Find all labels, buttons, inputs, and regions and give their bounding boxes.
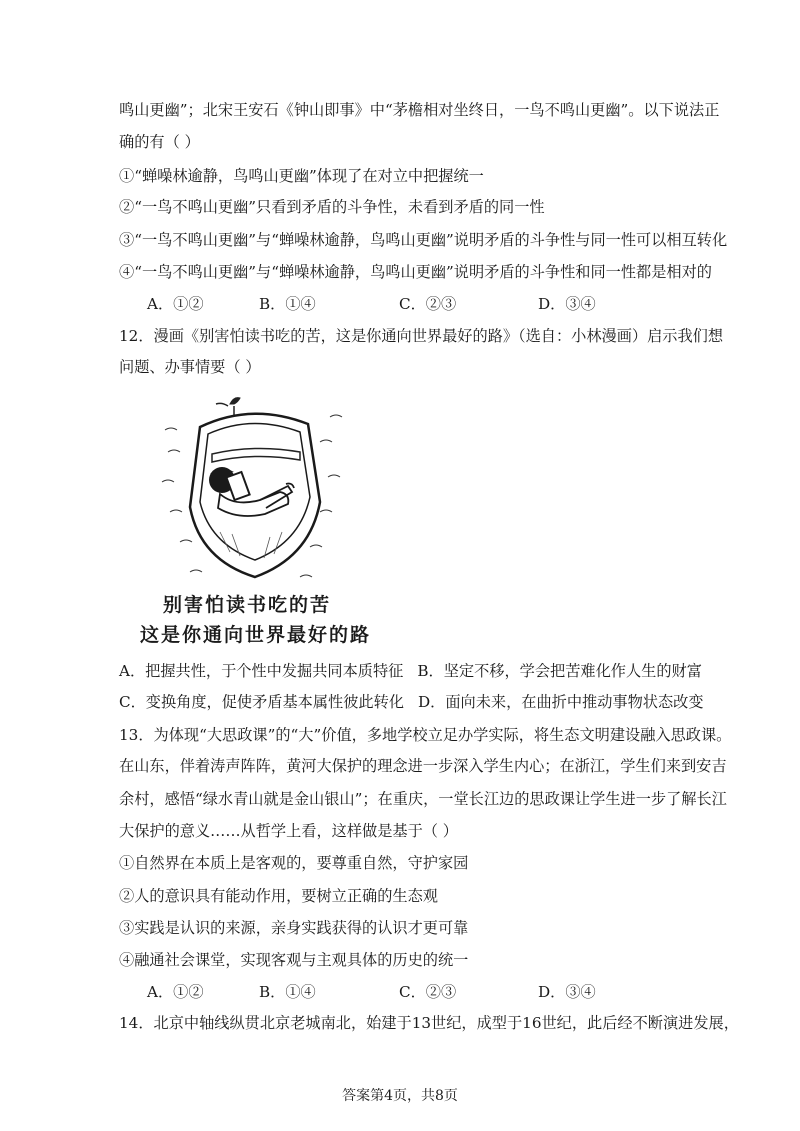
- q12-option-row-2: [119, 692, 704, 712]
- q11-option-b: B．①④: [259, 295, 316, 313]
- q13-stem-line-4: 大保护的意义……从哲学上看，这样做是基于（ ）: [119, 822, 458, 840]
- q13-stem-line-3: 余村，感悟“绿水青山就是金山银山”；在重庆，一堂长江边的思政课让学生进一步了解长江: [119, 790, 727, 808]
- q13-option-a: A．①②: [147, 983, 204, 1001]
- q13-stem-line-2: 在山东，伴着涛声阵阵，黄河大保护的理念进一步深入学生内心；在浙江，学生们来到安吉: [119, 757, 727, 775]
- page-footer: 答案第4页，共8页: [342, 1088, 458, 1104]
- q12-option-d: D．面向未来，在曲折中推动事物状态改变: [418, 693, 704, 711]
- q13-statement-3: ③实践是认识的来源，亲身实践获得的认识才更可靠: [119, 919, 469, 937]
- q12-option-row-1: [119, 661, 702, 681]
- q13-statement-4: ④融通社会课堂，实现客观与主观具体的历史的统一: [119, 951, 469, 969]
- q12-option-b: B．坚定不移，学会把苦难化作人生的财富: [417, 662, 702, 680]
- q11-statement-3: ③“一鸟不鸣山更幽”与“蝉噪林逾静，鸟鸣山更幽”说明矛盾的斗争性与同一性可以相互转化: [119, 231, 728, 249]
- q11-statement-2: ②“一鸟不鸣山更幽”只看到矛盾的斗争性，未看到矛盾的同一性: [119, 198, 545, 216]
- q11-statement-1: ①“蝉噪林逾静，鸟鸣山更幽”体现了在对立中把握统一: [119, 167, 484, 185]
- q13-option-d: D．③④: [538, 983, 596, 1001]
- q11-stem-line-2: 确的有（ ）: [119, 133, 200, 151]
- q14-stem-line-1: 14．北京中轴线纵贯北京老城南北，始建于13世纪，成型于16世纪，此后经不断演进发展，: [119, 1014, 739, 1032]
- q13-stem-line-1: 13．为体现“大思政课”的“大”价值，多地学校立足办学实际，将生态文明建设融入思政课。: [119, 726, 732, 744]
- q12-stem-line-2: 问题、办事情要（ ）: [119, 358, 261, 376]
- q13-statement-1: ①自然界在本质上是客观的，要尊重自然，守护家园: [119, 854, 469, 872]
- cartoon-caption-line-2: 这是你通向世界最好的路: [140, 624, 372, 646]
- q11-statement-4: ④“一鸟不鸣山更幽”与“蝉噪林逾静，鸟鸣山更幽”说明矛盾的斗争性和同一性都是相对的: [119, 263, 712, 281]
- q12-option-c: C．变换角度，促使矛盾基本属性彼此转化: [119, 693, 404, 711]
- q11-option-a: A．①②: [147, 295, 204, 313]
- q11-option-d: D．③④: [538, 295, 596, 313]
- q12-stem-line-1: 12．漫画《别害怕读书吃的苦，这是你通向世界最好的路》（选自：小林漫画）启示我们想: [119, 327, 724, 345]
- q13-option-c: C．②③: [399, 983, 457, 1001]
- q11-option-c: C．②③: [399, 295, 457, 313]
- q13-option-b: B．①④: [259, 983, 316, 1001]
- cartoon-boat-reader-image: [160, 382, 345, 592]
- q11-stem-line-1: 鸣山更幽”；北宋王安石《钟山即事》中“茅檐相对坐终日，一鸟不鸣山更幽”。以下说法正: [119, 101, 720, 119]
- q13-statement-2: ②人的意识具有能动作用，要树立正确的生态观: [119, 887, 438, 905]
- q12-option-a: A．把握共性，于个性中发掘共同本质特征: [119, 662, 404, 680]
- cartoon-caption-line-1: 别害怕读书吃的苦: [163, 594, 332, 616]
